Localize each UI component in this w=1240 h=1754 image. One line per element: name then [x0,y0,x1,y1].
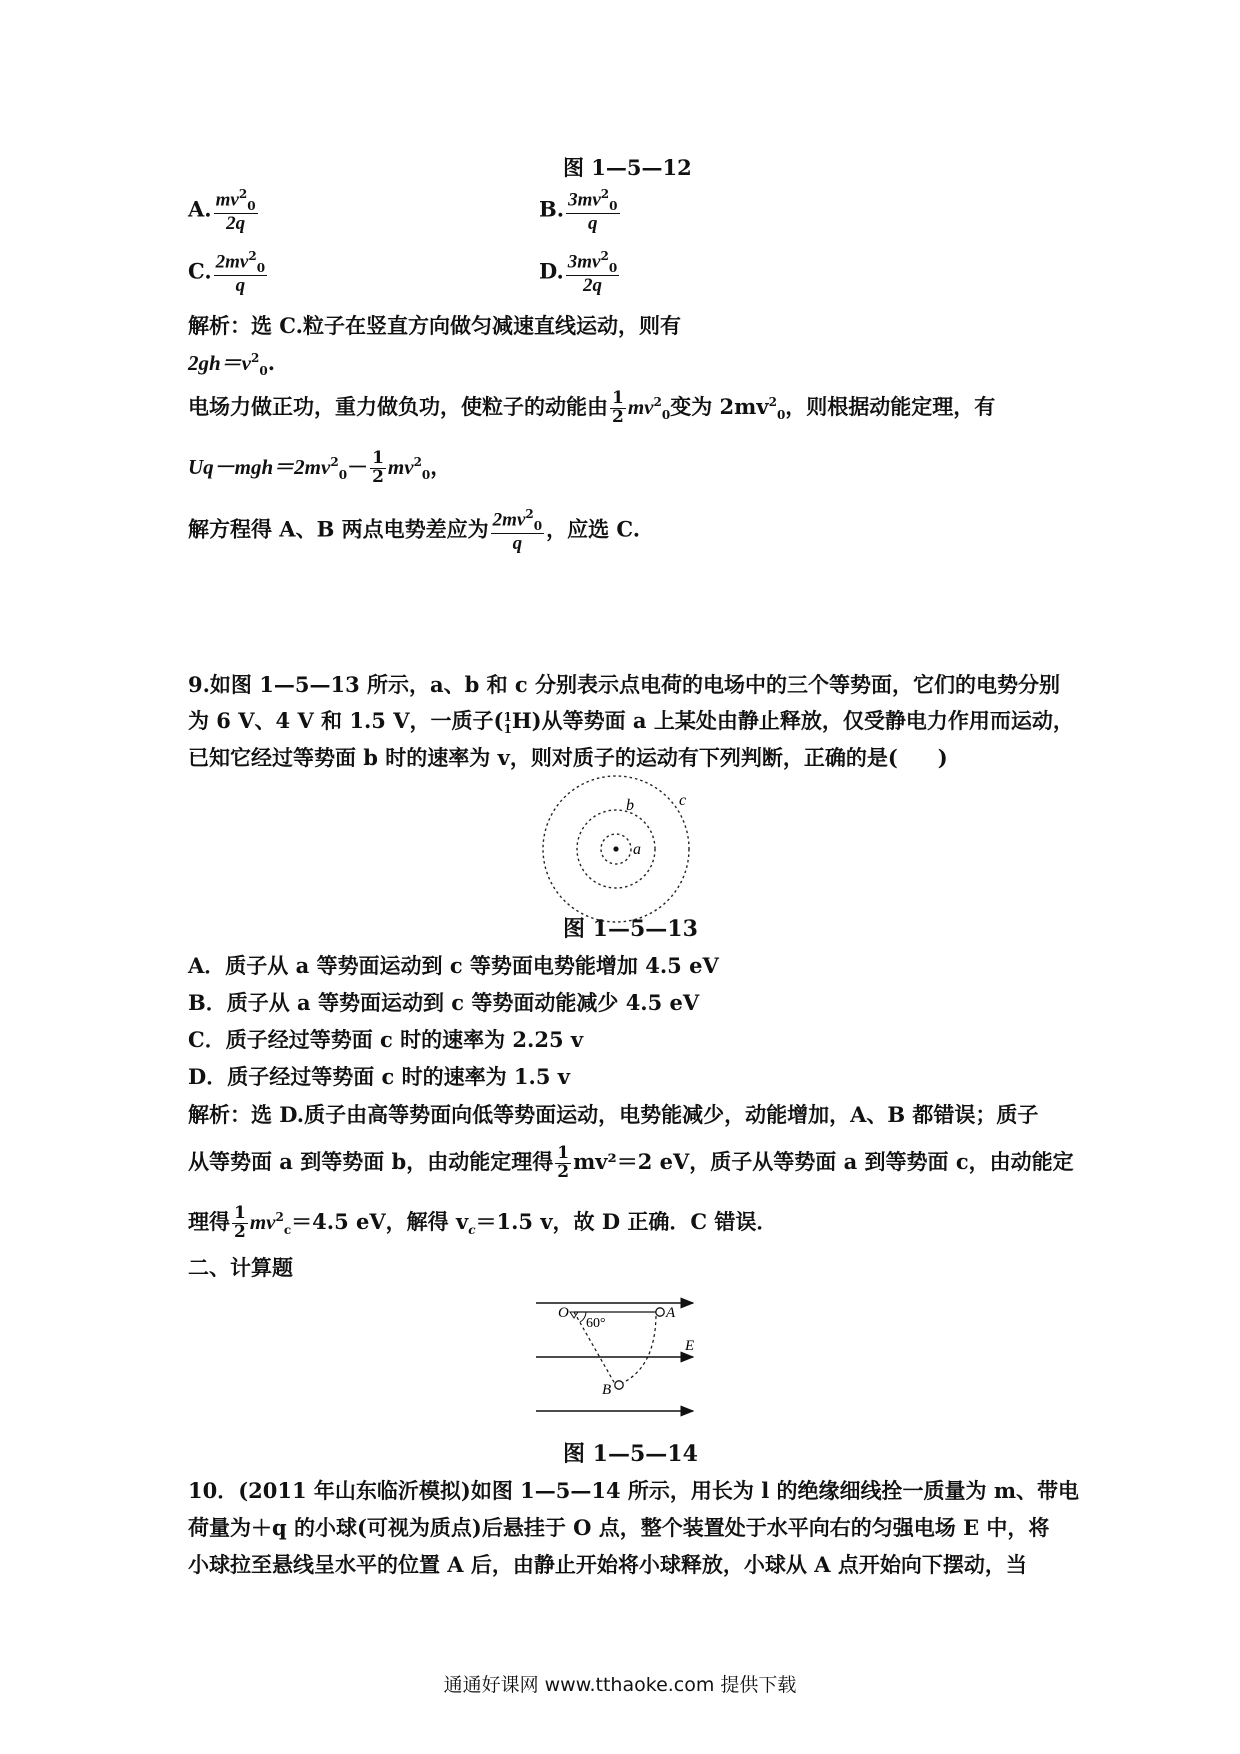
option-c: C. $\frac{2mv^2_0}{q}$ [188,249,266,296]
q9-option-a: A．质子从 a 等势面运动到 c 等势面电势能增加 4.5 eV [188,953,719,978]
option-a: A. $\frac{mv^2_0}{2q}$ [188,187,256,234]
option-b: B. $\frac{3mv^2_0}{q}$ [539,187,618,234]
q9-stem-line2: 为 6 V、4 V 和 1.5 V，一质子( 1 1 H)从等势面 a 上某处由静止释放，仅受静电力作用而运动， [188,708,1074,736]
figure-caption-12: 图 1—5—12 [563,155,692,180]
q8-solution-line1: 解析：选 C.粒子在竖直方向做匀减速直线运动，则有 [188,313,681,338]
ball-b [615,1381,623,1389]
label-a-point: A [666,1305,676,1321]
q9-solution-line3: 理得 $\frac{1}{2}$ $mv^2_c=4.5$ eV，解得 $v_c=1.5$ v，故 D 正确．C 错误． [188,1203,778,1242]
section-title: 二、计算题 [188,1255,293,1280]
swing-arc [618,1316,656,1385]
q8-solution-line5: 解方程得 A、B 两点电势差应为 $\frac{2mv^2_0}{q}$ ，应选 C. [188,507,641,554]
q9-stem-line1: 9.如图 1—5—13 所示，a、b 和 c 分别表示点电荷的电场中的三个等势面，它们的电势分别 [188,672,1060,697]
q9-option-b: B．质子从 a 等势面运动到 c 等势面动能减少 4.5 eV [188,990,700,1015]
equipotential-figure [540,770,710,930]
q10-line2: 荷量为＋q 的小球(可视为质点)后悬挂于 O 点，整个装置处于水平向右的匀强电场 E 中，将 [188,1515,1050,1540]
label-b-point: B [602,1382,612,1398]
q10-line1: 10．(2011 年山东临沂模拟)如图 1—5—14 所示，用长为 l 的绝缘细线拴一质量为 m、带电 [188,1478,1080,1503]
q9-option-d: D．质子经过等势面 c 时的速率为 1.5 v [188,1064,570,1089]
q8-equation-1: $2gh=v^2_0$. [188,350,276,379]
label-e: E [685,1338,695,1354]
footer-source: 通通好课网 www.tthaoke.com 提供下载 [443,1674,797,1696]
q10-line3: 小球拉至悬线呈水平的位置 A 后，由静止开始将小球释放，小球从 A 点开始向下摆动，当 [188,1552,1027,1577]
q8-equation-2: $Uq-mgh=2mv^2_0-$ $\frac{1}{2}$ $mv^2_0$， [188,448,452,487]
q8-solution-line3: 电场力做正功，重力做负功，使粒子的动能由 $\frac{1}{2}$ $mv^2_0$变为 $2mv^2_0$，则根据动能定理，有 [188,388,996,427]
figure-caption-13: 图 1—5—13 [563,916,698,942]
q9-stem-line3: 已知它经过等势面 b 时的速率为 v，则对质子的运动有下列判断，正确的是( ) [188,745,948,770]
option-d: D. $\frac{3mv^2_0}{2q}$ [539,249,618,296]
q9-option-c: C．质子经过等势面 c 时的速率为 2.25 v [188,1027,584,1052]
point-charge [613,846,618,851]
pendulum-field-figure [530,1290,710,1420]
label-o: O [558,1305,569,1321]
figure-caption-14: 图 1—5—14 [563,1441,698,1467]
q9-solution-line2: 从等势面 a 到等势面 b，由动能定理得 $\frac{1}{2}$ mv²＝2 eV，质子从等势面 a 到等势面 c，由动能定 [188,1143,1074,1182]
label-b: b [626,797,634,814]
label-a: a [633,841,641,858]
ball-a [656,1308,664,1316]
q9-solution-line1: 解析：选 D.质子由高等势面向低等势面运动，电势能减少，动能增加，A、B 都错误；质子 [188,1102,1039,1127]
label-c: c [679,792,687,809]
label-angle: 60° [586,1316,606,1331]
